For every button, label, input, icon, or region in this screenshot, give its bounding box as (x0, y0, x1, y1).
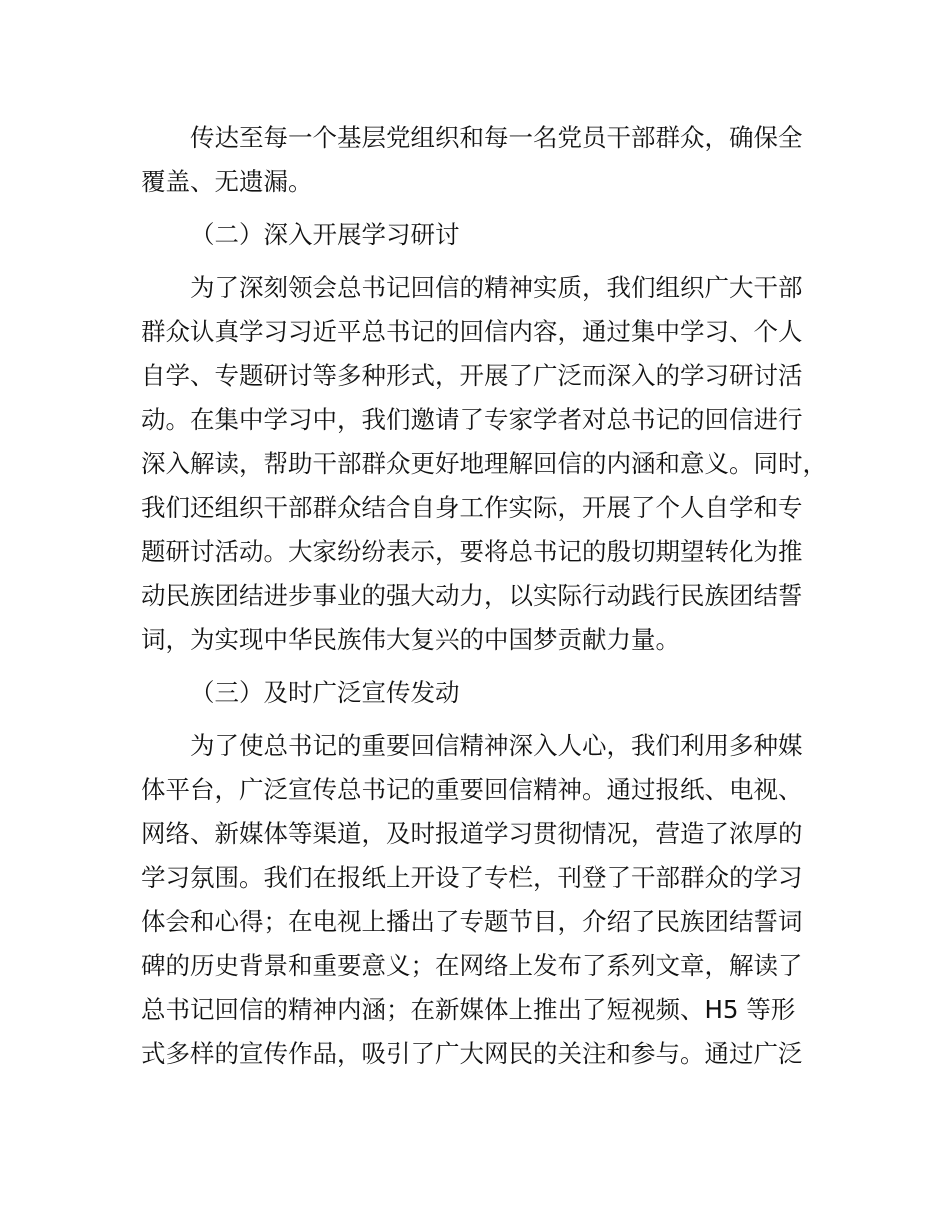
paragraph-1-line-1: 传达至每一个基层党组织和每一名党员干部群众，确保全 (190, 123, 803, 152)
paragraph-3-line-1: 为了使总书记的重要回信精神深入人心，我们利用多种媒 (190, 731, 803, 760)
section-heading-3: （三）及时广泛宣传发动 (190, 678, 460, 707)
paragraph-3-line-3: 网络、新媒体等渠道，及时报道学习贯彻情况，营造了浓厚的 (141, 819, 803, 848)
paragraph-3-line-8: 式多样的宣传作品，吸引了广大网民的关注和参与。通过广泛 (141, 1039, 803, 1068)
paragraph-3-line-7: 总书记回信的精神内涵；在新媒体上推出了短视频、H5 等形 (141, 995, 796, 1024)
paragraph-2-line-6: 我们还组织干部群众结合自身工作实际，开展了个人自学和专 (141, 493, 803, 522)
paragraph-3-line-6: 碑的历史背景和重要意义；在网络上发布了系列文章，解读了 (141, 951, 803, 980)
paragraph-3-line-5: 体会和心得；在电视上播出了专题节目，介绍了民族团结誓词 (141, 907, 803, 936)
paragraph-2-line-2: 群众认真学习习近平总书记的回信内容，通过集中学习、个人 (141, 317, 803, 346)
paragraph-3-line-2: 体平台，广泛宣传总书记的重要回信精神。通过报纸、电视、 (141, 775, 803, 804)
section-heading-2: （二）深入开展学习研讨 (190, 220, 460, 249)
paragraph-2-line-5: 深入解读，帮助干部群众更好地理解回信的内涵和意义。同时， (141, 449, 827, 478)
paragraph-3-line-4: 学习氛围。我们在报纸上开设了专栏，刊登了干部群众的学习 (141, 863, 803, 892)
paragraph-2-line-7: 题研讨活动。大家纷纷表示，要将总书记的殷切期望转化为推 (141, 537, 803, 566)
paragraph-2-line-1: 为了深刻领会总书记回信的精神实质，我们组织广大干部 (190, 273, 803, 302)
paragraph-2-line-4: 动。在集中学习中，我们邀请了专家学者对总书记的回信进行 (141, 405, 803, 434)
paragraph-2-line-8: 动民族团结进步事业的强大动力，以实际行动践行民族团结誓 (141, 581, 803, 610)
paragraph-1-line-2: 覆盖、无遗漏。 (141, 167, 313, 196)
paragraph-2-line-9: 词，为实现中华民族伟大复兴的中国梦贡献力量。 (141, 625, 680, 654)
paragraph-2-line-3: 自学、专题研讨等多种形式，开展了广泛而深入的学习研讨活 (141, 361, 803, 390)
